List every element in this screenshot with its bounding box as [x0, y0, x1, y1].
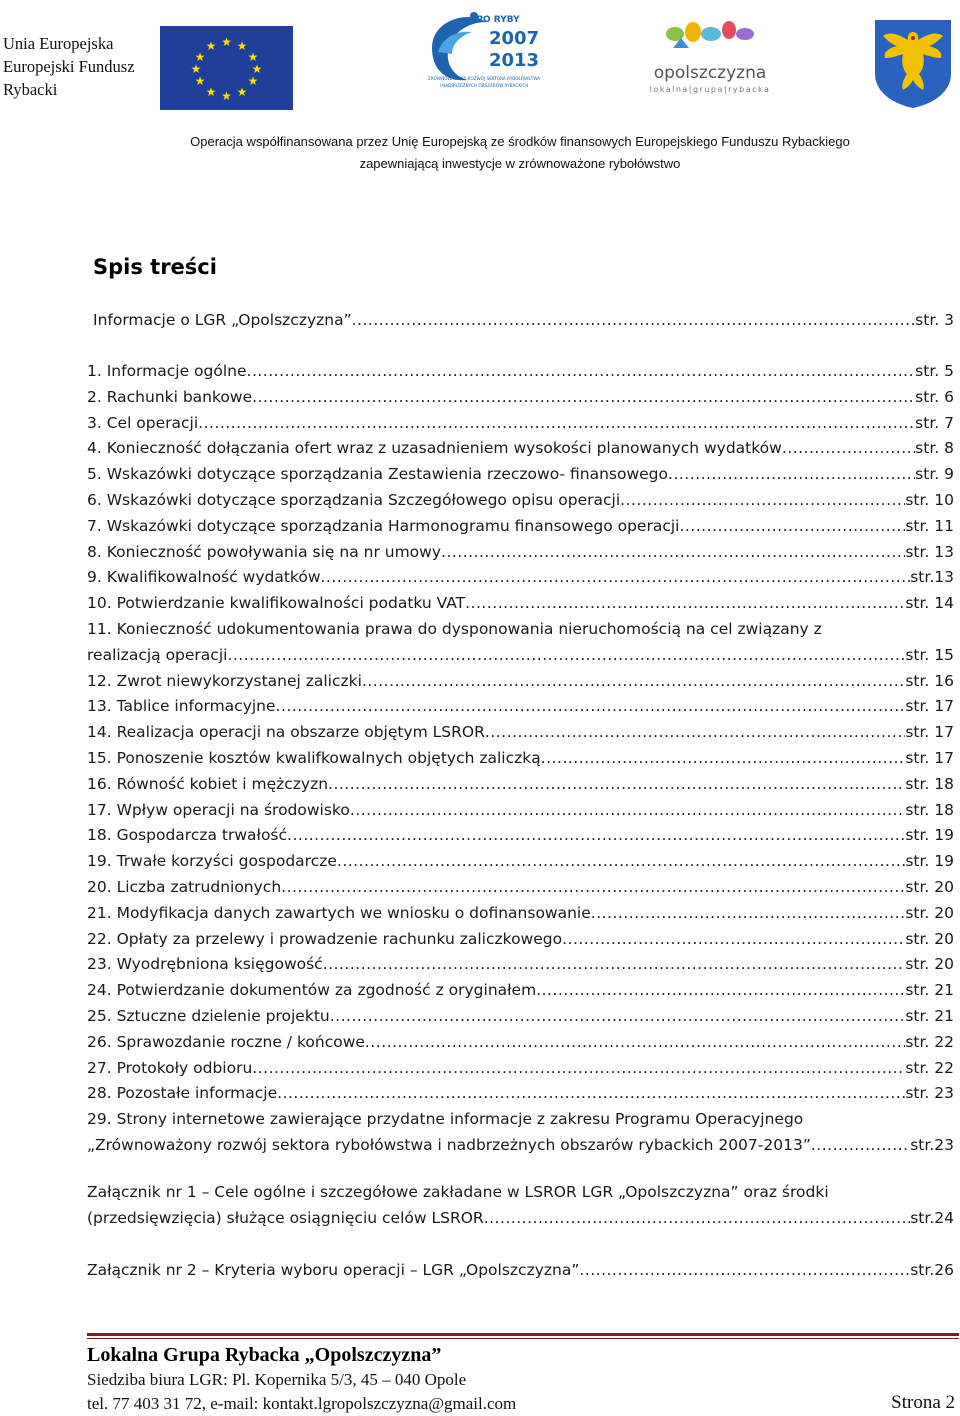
toc-leader-dots — [227, 643, 905, 669]
toc-entry-page: str. 21 — [905, 1006, 954, 1025]
footer-address: Siedziba biura LGR: Pl. Kopernika 5/3, 45 – 040 Opole — [87, 1370, 467, 1389]
toc-entry-page: str. 11 — [905, 516, 954, 535]
toc-entry-label: 22. Opłaty za przelewy i prowadzenie rachunku zaliczkowego — [87, 929, 563, 948]
toc-entry-page: str. 9 — [915, 465, 954, 484]
toc-entry[interactable] — [87, 540, 954, 566]
toc-leader-dots — [330, 1004, 906, 1030]
toc-entry[interactable] — [87, 385, 954, 411]
svg-text:★: ★ — [221, 89, 232, 103]
toc-entry[interactable] — [87, 411, 954, 437]
eu-fund-text — [3, 32, 135, 101]
toc-entry-page: str. 17 — [905, 748, 954, 767]
toc-entry-page: str.24 — [910, 1208, 954, 1227]
toc-entry-label: 26. Sprawozdanie roczne / końcowe — [87, 1032, 365, 1051]
toc-leader-dots — [591, 901, 906, 927]
page-number: Strona 2 — [891, 1392, 955, 1413]
toc-entry-page: str. 17 — [905, 723, 954, 742]
toc-entry-page: str. 22 — [905, 1058, 954, 1077]
toc-entry-label: 14. Realizacja operacji na obszarze objętym LSROR — [87, 723, 485, 742]
toc-entry-label: 19. Trwałe korzyści gospodarcze — [87, 852, 337, 871]
toc-leader-dots — [484, 1206, 911, 1232]
attachment-label-line1: Załącznik nr 1 – Cele ogólne i szczegółowe zakładane w LSROR LGR „Opolszczyzna” oraz środki — [87, 1183, 829, 1201]
toc-entry-page: str.23 — [910, 1135, 954, 1154]
toc-entry-page: str. 23 — [905, 1084, 954, 1103]
svg-text:★: ★ — [247, 74, 259, 88]
toc-leader-dots — [198, 411, 915, 437]
toc-entry-page: str. 16 — [905, 671, 954, 690]
toc-leader-dots — [281, 875, 905, 901]
toc-entry-label: 9. Kwalifikowalność wydatków — [87, 568, 321, 587]
toc-entry[interactable] — [87, 823, 954, 849]
footer-contact: tel. 77 403 31 72, e-mail: kontakt.lgropolszczyzna@gmail.com — [87, 1394, 517, 1413]
toc-entry-page: str. 20 — [905, 877, 954, 896]
toc-leader-dots — [328, 772, 905, 798]
toc-leader-dots — [536, 978, 905, 1004]
toc-entry-page: str. 22 — [905, 1032, 954, 1051]
toc-leader-dots — [337, 849, 905, 875]
toc-entry-page: str.26 — [910, 1261, 954, 1279]
ryby-year-b: 2013 — [488, 50, 540, 71]
toc-entry-label: 1. Informacje ogólne — [87, 362, 247, 380]
lgr-logo-tagline: lokalna|grupa|rybacka — [649, 85, 771, 94]
attachment-1-entry[interactable] — [87, 1180, 954, 1232]
toc-entry-page: str. 10 — [905, 490, 954, 509]
toc-entry[interactable] — [87, 488, 954, 514]
svg-text:★: ★ — [205, 85, 217, 99]
lgr-opolszczyzna-logo — [645, 20, 775, 100]
attachment-2-entry[interactable] — [87, 1258, 954, 1284]
toc-entry-page: str. 19 — [905, 852, 954, 871]
toc-entry-label: 23. Wyodrębniona księgowość — [87, 955, 323, 974]
po-ryby-logo — [428, 8, 540, 94]
toc-entry-label-line1[interactable]: 29. Strony internetowe zawierające przydatne informacje z zakresu Programu Operacyjnego — [87, 1110, 804, 1129]
svg-text:★: ★ — [194, 74, 206, 88]
toc-entry-page: str. 18 — [905, 774, 954, 793]
toc-entry-label: 3. Cel operacji — [87, 413, 199, 432]
toc-entry-label: 27. Protokoły odbioru — [87, 1058, 253, 1077]
toc-entry-label: 5. Wskazówki dotyczące sporządzania Zestawienia rzeczowo- finansowego — [87, 465, 669, 484]
toc-entry-page: str. 20 — [905, 929, 954, 948]
toc-entry-page: str. 7 — [915, 413, 954, 432]
toc-leader-dots — [350, 798, 905, 824]
toc-entry[interactable] — [87, 1030, 954, 1056]
eu-flag-logo — [160, 26, 293, 110]
toc-entry-label: 10. Potwierdzanie kwalifikowalności podatku VAT — [87, 594, 466, 613]
toc-entry-label: „Zrównoważony rozwój sektora rybołówstwa i nadbrzeżnych obszarów rybackich 2007-2013” — [87, 1135, 811, 1154]
toc-entry-label: 16. Równość kobiet i mężczyzn — [87, 774, 329, 793]
toc-entry-label: 17. Wpływ operacji na środowisko — [87, 800, 350, 819]
toc-entry — [87, 1206, 954, 1232]
toc-entry-page: str. 15 — [905, 645, 954, 664]
toc-leader-dots — [668, 462, 915, 488]
toc-leader-dots — [365, 1030, 905, 1056]
toc-entry-label: 4. Konieczność dołączania ofert wraz z uzasadnieniem wysokości planowanych wydatków — [87, 439, 782, 458]
toc-entry-label: Załącznik nr 2 – Kryteria wyboru operacji – LGR „Opolszczyzna” — [87, 1261, 580, 1279]
toc-leader-dots — [362, 669, 905, 695]
toc-leader-dots — [541, 746, 906, 772]
toc-entry[interactable] — [87, 746, 954, 772]
toc-entry[interactable] — [87, 978, 954, 1004]
toc-entry-label: realizacją operacji — [87, 645, 228, 664]
toc-entry-page: str.13 — [910, 568, 954, 587]
svg-text:★: ★ — [236, 85, 248, 99]
toc-entry-label: 8. Konieczność powoływania się na nr umowy — [87, 542, 442, 561]
toc-entry-page: str. 17 — [905, 697, 954, 716]
toc-entry-page: str. 5 — [915, 362, 954, 380]
toc-intro-entry[interactable] — [93, 311, 954, 329]
toc-entry[interactable] — [87, 669, 954, 695]
toc-entry[interactable] — [87, 875, 954, 901]
toc-entry-label: (przedsięwzięcia) służące osiągnięciu celów LSROR — [87, 1208, 484, 1227]
toc-leader-dots — [277, 1081, 905, 1107]
ryby-year-a: 2007 — [488, 28, 540, 49]
toc-entry-label: 13. Tablice informacyjne — [87, 697, 276, 716]
opole-eagle-emblem — [873, 18, 953, 110]
toc-entry-page: str. 8 — [915, 439, 954, 458]
toc-entry[interactable] — [87, 643, 954, 669]
toc-entry-label: 6. Wskazówki dotyczące sporządzania Szczegółowego opisu operacji — [87, 490, 621, 509]
ryby-subtitle-2: I NADBRZEŻNYCH OBSZARÓW RYBACKICH — [439, 83, 529, 88]
toc-leader-dots — [247, 359, 916, 385]
toc-entry[interactable] — [87, 694, 954, 720]
ryby-subtitle-1: ZRÓWNOWAŻONY ROZWÓJ SEKTORA RYBOŁÓWSTWA — [428, 76, 540, 81]
toc-entry[interactable] — [87, 462, 954, 488]
toc-leader-dots — [287, 823, 905, 849]
toc-entry[interactable] — [87, 565, 954, 591]
toc-entry-label: 25. Sztuczne dzielenie projektu — [87, 1006, 330, 1025]
toc-entry[interactable] — [87, 720, 954, 746]
eu-fund-line-2: Europejski Fundusz — [3, 57, 135, 76]
toc-entry[interactable] — [87, 1133, 954, 1159]
toc-entry-page: str. 20 — [905, 903, 954, 922]
toc-entry-label-line1[interactable]: 11. Konieczność udokumentowania prawa do dysponowania nieruchomością na cel związany z — [87, 619, 822, 638]
toc-entry-page: str. 21 — [905, 981, 954, 1000]
footer-divider-thin — [87, 1338, 959, 1339]
toc-leader-dots — [579, 1258, 910, 1284]
toc-leader-dots — [679, 514, 905, 540]
toc-entry-label: 24. Potwierdzanie dokumentów za zgodność z oryginałem — [87, 981, 537, 1000]
toc-entry[interactable] — [87, 849, 954, 875]
toc-leader-dots — [441, 540, 905, 566]
toc-leader-dots — [323, 952, 906, 978]
toc-entry-label: Informacje o LGR „Opolszczyzna” — [93, 311, 352, 329]
cofinancing-line-1: Operacja współfinansowana przez Unię Europejską ze środków finansowych Europejskiego Funduszu Rybackiego — [190, 134, 850, 149]
toc-entry-label: 2. Rachunki bankowe — [87, 387, 253, 406]
toc-entry-label: 18. Gospodarcza trwałość — [87, 826, 288, 845]
toc-entry-page: str. 13 — [905, 542, 954, 561]
toc-entry[interactable] — [87, 1056, 954, 1082]
toc-leader-dots — [782, 436, 915, 462]
toc-entry[interactable] — [87, 591, 954, 617]
ryby-top-text: PO RYBY — [476, 15, 520, 25]
toc-title: Spis treści — [93, 255, 217, 279]
toc-entry-page: str. 14 — [905, 594, 954, 613]
svg-text:★: ★ — [247, 50, 259, 64]
footer-org-name: Lokalna Grupa Rybacka „Opolszczyzna” — [87, 1344, 442, 1366]
cofinancing-line-2: zapewniającą inwestycje w zrównoważone rybołówstwo — [359, 156, 681, 171]
toc-leader-dots — [485, 720, 905, 746]
toc-leader-dots — [620, 488, 905, 514]
toc-entry[interactable] — [87, 952, 954, 978]
eu-fund-line-1: Unia Europejska — [3, 34, 114, 53]
toc-leader-dots — [465, 591, 905, 617]
toc-entry[interactable] — [87, 1081, 954, 1107]
toc-leader-dots — [562, 927, 905, 953]
toc-leader-dots — [811, 1133, 910, 1159]
toc-entry[interactable] — [87, 901, 954, 927]
svg-text:★: ★ — [251, 62, 263, 76]
toc-leader-dots — [252, 1056, 905, 1082]
toc-entry-label: 7. Wskazówki dotyczące sporządzania Harmonogramu finansowego operacji — [87, 516, 680, 535]
toc-entry[interactable] — [87, 359, 954, 385]
toc-entry[interactable] — [87, 1004, 954, 1030]
lgr-logo-name: opolszczyzna — [653, 63, 767, 83]
toc-entry[interactable] — [87, 927, 954, 953]
svg-text:★: ★ — [190, 62, 202, 76]
toc-leader-dots — [252, 385, 915, 411]
toc-list — [87, 359, 954, 1159]
toc-entry-label: 21. Modyfikacja danych zawartych we wniosku o dofinansowanie — [87, 903, 591, 922]
toc-entry[interactable] — [87, 772, 954, 798]
eu-fund-line-3: Rybacki — [3, 80, 58, 99]
toc-entry-page: str. 18 — [905, 800, 954, 819]
toc-entry — [87, 1258, 954, 1284]
footer-divider-thick — [87, 1333, 959, 1336]
toc-entry[interactable] — [87, 436, 954, 462]
toc-entry-label: 28. Pozostałe informacje — [87, 1084, 278, 1103]
toc-entry[interactable] — [87, 798, 954, 824]
toc-entry-page: str. 20 — [905, 955, 954, 974]
toc-leader-dots — [276, 694, 906, 720]
toc-leader-dots — [352, 311, 916, 329]
toc-entry-page: str. 3 — [915, 311, 954, 329]
toc-entry-page: str. 19 — [905, 826, 954, 845]
toc-entry-label: 12. Zwrot niewykorzystanej zaliczki — [87, 671, 362, 690]
toc-entry-label: 15. Ponoszenie kosztów kwalifkowalnych objętych zaliczką — [87, 748, 541, 767]
toc-entry-label: 20. Liczba zatrudnionych — [87, 877, 282, 896]
svg-text:★: ★ — [205, 39, 217, 53]
toc-entry-page: str. 6 — [915, 387, 954, 406]
svg-text:★: ★ — [236, 39, 248, 53]
toc-entry[interactable] — [87, 514, 954, 540]
svg-text:★: ★ — [194, 50, 206, 64]
toc-leader-dots — [321, 565, 911, 591]
svg-text:★: ★ — [221, 35, 232, 49]
